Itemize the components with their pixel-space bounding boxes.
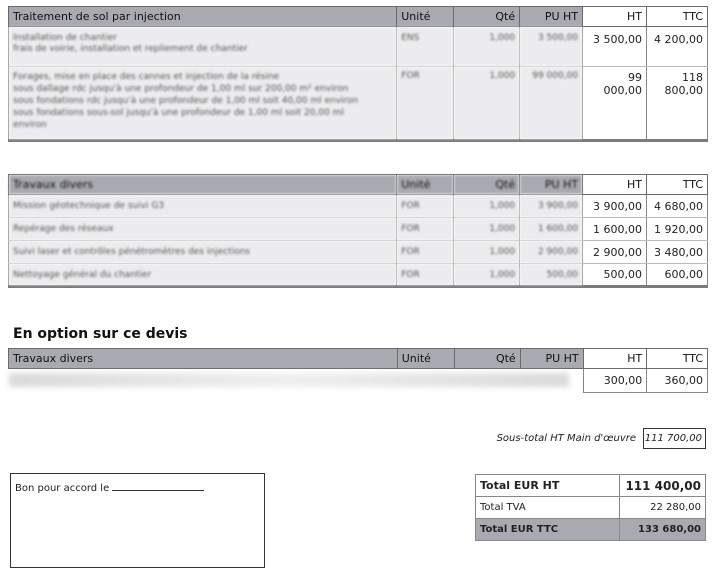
table-row [9, 264, 708, 287]
total-ht-value: 111 400,00 [620, 475, 706, 497]
total-ttc-value: 133 680,00 [620, 519, 706, 541]
table-row [9, 369, 708, 393]
row-desc: Mission géotechnique de suivi G3 [9, 195, 397, 218]
col-ttc: TTC [647, 7, 708, 27]
col-pu-ht: PU HT [520, 349, 583, 369]
redacted-row [9, 369, 584, 393]
col-designation: Travaux divers [9, 349, 398, 369]
col-ht: HT [583, 175, 647, 195]
subtotal-value: 111 700,00 [643, 428, 706, 449]
row-qty: 1,000 [454, 67, 520, 141]
total-tva-value: 22 280,00 [620, 497, 706, 519]
col-ttc: TTC [647, 175, 708, 195]
col-unite: Unité [397, 175, 454, 195]
row-ttc: 118 800,00 [647, 67, 708, 141]
table-row [9, 241, 708, 264]
row-qty: 1,000 [454, 218, 520, 241]
row-qty: 1,000 [454, 241, 520, 264]
row-unit: FOR [397, 218, 454, 241]
row-ht: 300,00 [583, 369, 647, 393]
accord-label: Bon pour accord le [15, 483, 110, 494]
row-desc: Forages, mise en place des cannes et injection de la résine sous dallage rdc jusqu'à une profondeur de 1,00 ml sur 200,00 m² environ sous fondations rdc jusqu'à une profondeur de 1,00 ml soit 40,00 ml environ sous fondations sous-sol jusqu'à une profondeur de 1,00 ml soit 20,00 ml environ [9, 67, 397, 141]
table-row [9, 27, 708, 67]
col-pu-ht: PU HT [520, 175, 583, 195]
row-ttc: 600,00 [647, 264, 708, 287]
table-row [9, 67, 708, 141]
row-ttc: 4 680,00 [647, 195, 708, 218]
row-unit: FOR [397, 264, 454, 287]
row-ttc: 4 200,00 [647, 27, 708, 67]
total-ttc-row [476, 519, 706, 541]
col-qte: Qté [454, 175, 520, 195]
row-qty: 1,000 [454, 264, 520, 287]
col-qte: Qté [454, 349, 520, 369]
col-ht: HT [583, 349, 647, 369]
row-ht: 1 600,00 [583, 218, 647, 241]
total-tva-label: Total TVA [476, 497, 620, 519]
row-pu: 1 600,00 [520, 218, 583, 241]
row-ht: 3 900,00 [583, 195, 647, 218]
table-option [8, 348, 708, 393]
col-ht: HT [583, 7, 647, 27]
total-tva-row [476, 497, 706, 519]
row-desc: Repérage des réseaux [9, 218, 397, 241]
table-header [9, 175, 708, 195]
accord-box [10, 473, 265, 568]
col-unite: Unité [397, 349, 454, 369]
table-traitement-sol [8, 6, 708, 142]
row-ht: 500,00 [583, 264, 647, 287]
total-ttc-label: Total EUR TTC [476, 519, 620, 541]
table-row [9, 218, 708, 241]
option-title: En option sur ce devis [13, 326, 188, 342]
col-qte: Qté [454, 7, 520, 27]
row-desc: Suivi laser et contrôles pénétromètres des injections [9, 241, 397, 264]
table-header [9, 7, 708, 27]
row-ht: 99 000,00 [583, 67, 647, 141]
col-pu-ht: PU HT [520, 7, 583, 27]
row-pu: 99 000,00 [520, 67, 583, 141]
row-ttc: 1 920,00 [647, 218, 708, 241]
row-ttc: 360,00 [647, 369, 708, 393]
row-pu: 3 900,00 [520, 195, 583, 218]
row-desc: Installation de chantier frais de voirie, installation et repliement de chantier [9, 27, 397, 67]
row-pu: 500,00 [520, 264, 583, 287]
row-unit: FOR [397, 195, 454, 218]
signature-line[interactable] [112, 482, 204, 491]
totals-table [475, 474, 706, 541]
table-row [9, 195, 708, 218]
row-unit: FOR [397, 241, 454, 264]
table-header [9, 349, 708, 369]
row-ht: 2 900,00 [583, 241, 647, 264]
row-ttc: 3 480,00 [647, 241, 708, 264]
row-pu: 2 900,00 [520, 241, 583, 264]
row-desc: Nettoyage général du chantier [9, 264, 397, 287]
table-travaux-divers [8, 174, 708, 288]
row-ht: 3 500,00 [583, 27, 647, 67]
total-ht-row [476, 475, 706, 497]
col-designation: Traitement de sol par injection [9, 7, 397, 27]
row-pu: 3 500,00 [520, 27, 583, 67]
row-qty: 1,000 [454, 195, 520, 218]
col-unite: Unité [397, 7, 454, 27]
subtotal-label: Sous-total HT Main d'œuvre [496, 433, 636, 444]
col-ttc: TTC [647, 349, 708, 369]
col-designation: Travaux divers [9, 175, 397, 195]
row-unit: FOR [397, 67, 454, 141]
row-unit: ENS [397, 27, 454, 67]
total-ht-label: Total EUR HT [476, 475, 620, 497]
row-qty: 1,000 [454, 27, 520, 67]
